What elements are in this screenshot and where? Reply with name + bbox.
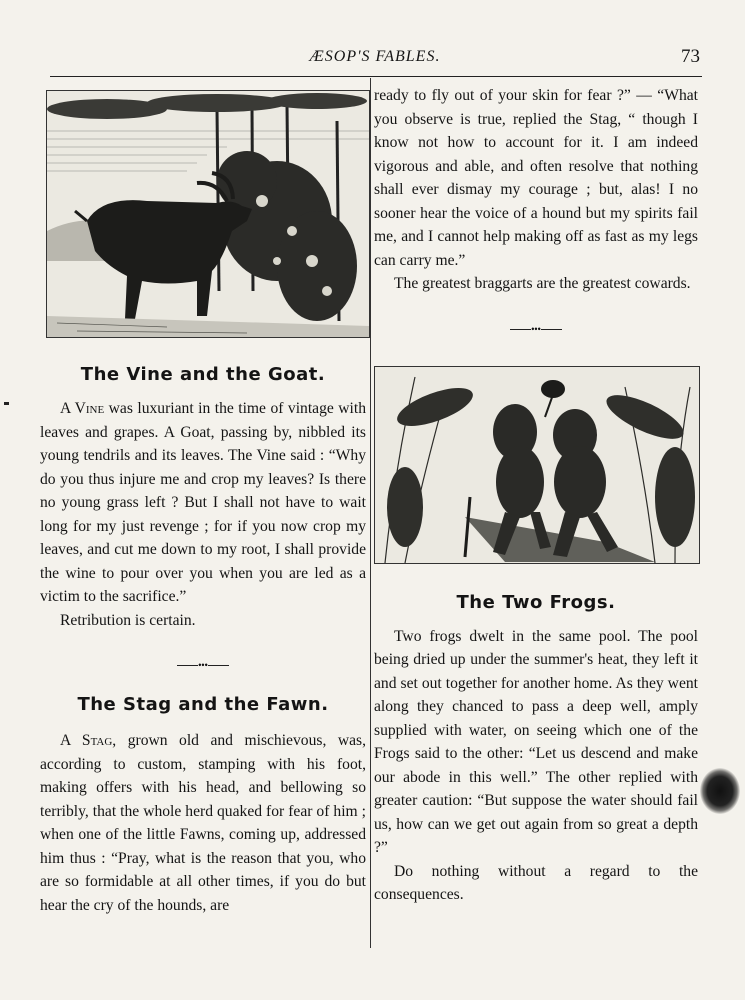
- smallcaps-stag: A Stag,: [60, 732, 117, 749]
- paragraph-stag-fawn: [40, 729, 366, 917]
- page-header: [50, 48, 700, 72]
- right-column: [374, 84, 698, 907]
- ink-blot: [700, 768, 740, 814]
- goat-illustration: [46, 90, 370, 338]
- paragraph-vine-goat-text: was luxuriant in the time of vintage with leaves and grapes. A Goat, passing by, nibbled its young tendrils and its leaves. The Vine said : “Why do you thus injure me and crop my leaves? Is there no young grass left ? But I shall not have to wait long for my just revenge ; for if you now crop my leaves, and cut me down to my root, I shall provide the wine to pour over you when you are led as a victim to the sacrifice.”: [40, 400, 367, 605]
- moral-stag-fawn: The greatest braggarts are the greatest cowards.: [394, 275, 691, 292]
- section-ornament: •••: [40, 662, 366, 670]
- moral-two-frogs: Do nothing without a regard to the consequences.: [374, 862, 698, 903]
- header-rule: [50, 76, 702, 77]
- title-two-frogs: The Two Frogs.: [456, 591, 616, 613]
- column-divider: [370, 78, 371, 948]
- paragraph-two-frogs: Two frogs dwelt in the same pool. The pool being dried up under the summer's heat, they left it and set out together for another home. As they went along they chanced to pass a deep well, amply supplied with water, on seeing which one of the Frogs said to the other: “Let us descend and make our abode in this well.” The other replied with greater caution: “But suppose the water should fail us, how can we get out again from so great a depth ?”: [374, 627, 698, 856]
- title-stag-fawn: The Stag and the Fawn.: [77, 694, 329, 715]
- margin-speck: [4, 402, 9, 405]
- left-column: [40, 90, 366, 917]
- moral-vine-goat: Retribution is certain.: [60, 611, 196, 629]
- paragraph-stag-fawn-text: grown old and mischievous, was, according to custom, stamping with his foot, making offers with his head, and bellowing so terribly, that the whole herd quaked for fear of him ; when one of the little Fawns, coming up, addressed him thus : “Pray, what is the reason that you, who are so formidable at all other times, if you do but hear the cry of the hounds, are: [40, 732, 366, 914]
- title-vine-goat: The Vine and the Goat.: [80, 364, 326, 385]
- section-ornament: •••: [374, 326, 698, 334]
- running-title: ÆSOP'S FABLES.: [309, 48, 441, 65]
- page-number: 73: [681, 46, 700, 67]
- smallcaps-vine: A Vine: [60, 400, 105, 417]
- paragraph-stag-continued: ready to fly out of your skin for fear ?” — “What you observe is true, replied the Stag, “ though I know not how to account for it. I am indeed vigorous and able, and often resolve that nothing shall ever dismay my courage ; but, alas! I no sooner hear the voice of a hound but my spirits fail me, and I cannot help making off as fast as my legs can carry me.”: [374, 87, 698, 269]
- paragraph-vine-goat: [40, 397, 366, 609]
- frogs-illustration: [374, 366, 700, 564]
